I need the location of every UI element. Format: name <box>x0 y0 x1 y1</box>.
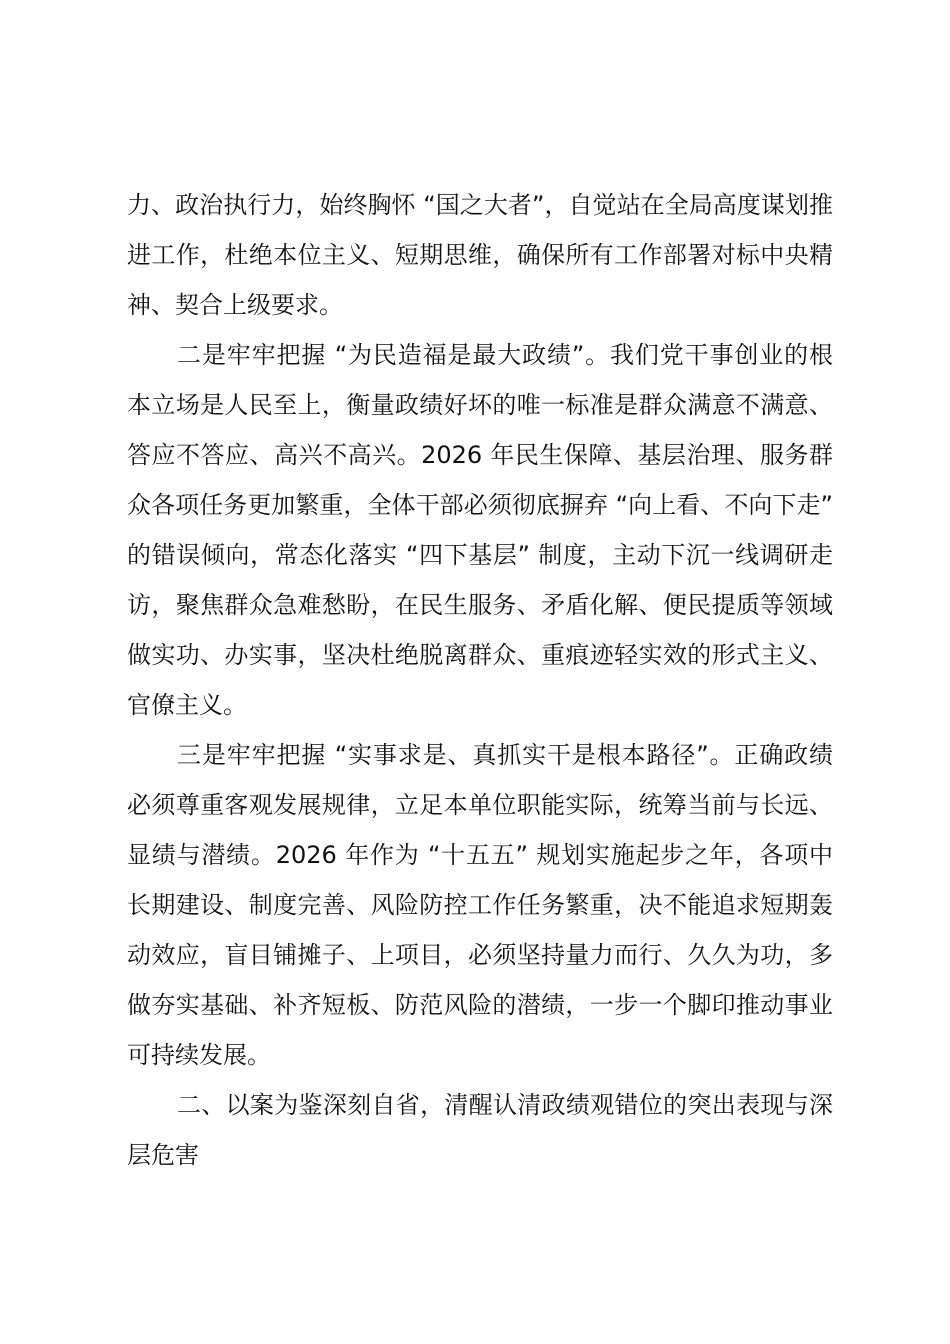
paragraph-point-two: 二是牢牢把握 “为民造福是最大政绩”。我们党干事创业的根本立场是人民至上，衡量政绩好坏的唯一标准是群众满意不满意、答应不答应、高兴不高兴。2026 年民生保障、基层治理、服务群众各项任务更加繁重，全体干部必须彻底摒弃 “向上看、不向下走” 的错误倾向，常态化落实 “四下基层” 制度，主动下沉一线调研走访，聚焦群众急难愁盼，在民生服务、矛盾化解、便民提质等领域做实功、办实事，坚决杜绝脱离群众、重痕迹轻实效的形式主义、官僚主义。 <box>127 341 833 719</box>
paragraph-continuation: 力、政治执行力，始终胸怀 “国之大者”，自觉站在全局高度谋划推进工作，杜绝本位主义、短期思维，确保所有工作部署对标中央精神、契合上级要求。 <box>127 191 833 319</box>
document-body <box>127 180 833 1180</box>
section-heading-two: 二、以案为鉴深刻自省，清醒认清政绩观错位的突出表现与深层危害 <box>127 1091 833 1169</box>
paragraph-point-three: 三是牢牢把握 “实事求是、真抓实干是根本路径”。正确政绩必须尊重客观发展规律，立足本单位职能实际，统筹当前与长远、显绩与潜绩。2026 年作为 “十五五” 规划实施起步之年，各项中长期建设、制度完善、风险防控工作任务繁重，决不能追求短期轰动效应，盲目铺摊子、上项目，必须坚持量力而行、久久为功，多做夯实基础、补齐短板、防范风险的潜绩，一步一个脚印推动事业可持续发展。 <box>127 741 833 1069</box>
